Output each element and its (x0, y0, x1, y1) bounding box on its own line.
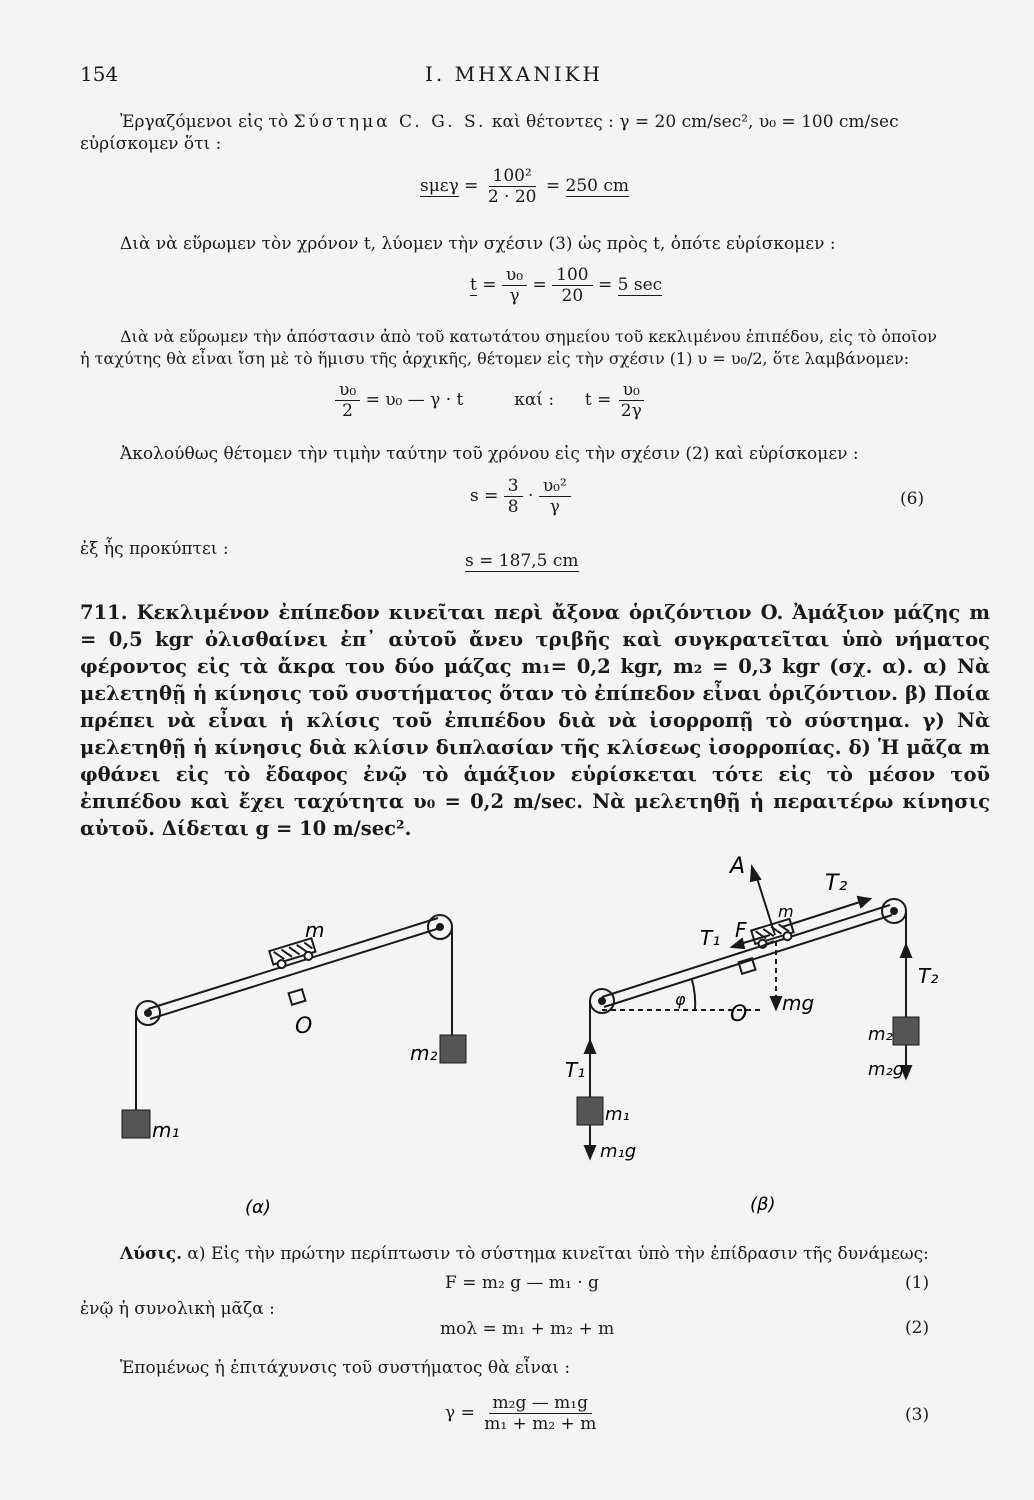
label-O: O (730, 1002, 748, 1027)
mass-m1 (122, 1110, 150, 1138)
solution-heading: Λύσις. (120, 1244, 183, 1264)
paragraph-distance-1: Διὰ νὰ εὕρωμεν τὴν ἀπόστασιν ἀπὸ τοῦ κατωτάτου σημείου τοῦ κεκλιμένου ἐπιπέδου, εἰς τὸ ὁποῖον (120, 327, 937, 346)
s-fraction-2 (539, 476, 571, 517)
incline-lower-line (150, 928, 440, 1019)
force-T2-arrow (782, 902, 860, 927)
eq3-fraction (480, 1393, 600, 1434)
label-m2: m₂ (410, 1041, 438, 1065)
label-m1: m₁ (605, 1104, 630, 1125)
label-O: O (295, 1014, 313, 1039)
paragraph-time: Διὰ νὰ εὕρωμεν τὸν χρόνον t, λύομεν τὴν σχέσιν (3) ὡς πρὸς t, ὁπότε εὑρίσκομεν : (120, 234, 836, 254)
half-t-num: υ₀ (619, 380, 644, 401)
caption-b: (β) (750, 1194, 776, 1215)
intro-line-1 (120, 111, 899, 133)
running-title: I. ΜΗΧΑΝΙΚΗ (425, 62, 603, 86)
label-m1: m₁ (152, 1118, 180, 1142)
label-T1-left: T₁ (565, 1058, 586, 1082)
time-fraction-2 (552, 265, 592, 306)
label-m2: m₂ (868, 1024, 893, 1045)
time-fraction-1 (502, 265, 527, 306)
time-den-2: 20 (561, 286, 584, 306)
label-m: m (778, 902, 794, 921)
cart (269, 938, 317, 970)
label-F: F (735, 918, 747, 942)
weight-m1g-head (585, 1146, 595, 1158)
pulley-left-hub (145, 1010, 151, 1016)
label-T2-top: T₂ (825, 871, 848, 896)
intro-system: Σύστημα C. G. S. (293, 112, 487, 132)
problem-711: 711. Κεκλιμένον ἐπίπεδον κινεῖται περὶ ἄξονα ὁριζόντιον O. Ἀμάξιον μάζης m = 0,5 kgr ὀλισθαίνει ἐπ᾽ αὐτοῦ ἄνευ τριβῆς καὶ συγκρατεῖται ὑπὸ νήματος φέροντος εἰς τὰ ἄκρα του δύο μάζας m₁= 0,2 kgr, m₂ = 0,3 kgr (σχ. α). α) Νὰ μελετηθῇ ἡ κίνησις τοῦ συστήματος ὅταν τὸ ἐπίπεδον εἶναι ὁριζόντιον. β) Ποία πρέπει νὰ εἶναι ἡ κλίσις τοῦ ἐπιπέδου διὰ νὰ ἰσορροπῇ τὸ σύστημα. γ) Νὰ μελετηθῇ ἡ κίνησις διὰ κλίσιν διπλασίαν τῆς κλίσεως ἰσορροπίας. δ) Ἡ μᾶζα m φθάνει εἰς τὸ ἔδαφος ἐνῷ τὸ ἁμάξιον εὑρίσκεται τότε εἰς τὸ μέσον τοῦ ἐπιπέδου καὶ ἔχει ταχύτητα υ₀ = 0,2 m/sec. Νὰ μελετηθῇ ἡ περαιτέρω κίνησις αὐτοῦ. Δίδεται g = 10 m/sec². (80, 601, 990, 840)
label-m2g: m₂g (868, 1059, 905, 1080)
equation-result (465, 550, 579, 572)
therefore-text: Ἑπομένως ἡ ἐπιτάχυνσις τοῦ συστήματος θὰ εἶναι : (120, 1358, 571, 1378)
intro-text-b: καὶ θέτοντες : γ = 20 cm/sec², υ₀ = 100 cm/sec (491, 112, 899, 132)
label-mg: mg (782, 991, 815, 1015)
equation-time: t = $\frac{\text{υ₀}}{\gamma}$ = $\frac{100}{20}$ = 5 sec (470, 265, 663, 306)
paragraph-next: Ἀκολούθως θέτομεν τὴν τιμὴν ταύτην τοῦ χρόνου εἰς τὴν σχέσιν (2) καὶ εὑρίσκομεν : (120, 444, 859, 464)
force-A-head (751, 867, 760, 881)
equation-s-number: (6) (900, 489, 925, 509)
equation-2: mολ = m₁ + m₂ + m (440, 1319, 615, 1339)
incline-lower-line (604, 915, 892, 1007)
label-m: m (305, 918, 325, 942)
half-num: υ₀ (335, 380, 360, 401)
hence-text: ἐξ ἧς προκύπτει : (80, 539, 229, 559)
half-fraction (335, 380, 360, 421)
incline-upper-line (148, 918, 438, 1009)
smax-numerator: 100² (489, 166, 536, 187)
equation-1: F = m₂ g — m₁ · g (445, 1273, 599, 1293)
tension-T1-m1-head (585, 1041, 595, 1053)
time-num-1: υ₀ (502, 265, 527, 286)
s-lhs: s = (470, 486, 499, 506)
smax-result: 250 cm (565, 176, 630, 196)
pulley-right-hub (891, 908, 897, 914)
solution-intro: α) Εἰς τὴν πρώτην περίπτωσιν τὸ σύστημα κινεῖται ὑπὸ τὴν ἐπίδρασιν τῆς δυνάμεως: (187, 1244, 929, 1264)
eq3-num: m₂g — m₁g (489, 1393, 592, 1414)
smax-fraction (484, 166, 541, 207)
label-T1-top: T₁ (700, 926, 721, 950)
time-result: 5 sec (617, 275, 663, 295)
force-mg-head (771, 997, 781, 1009)
s-fraction-1 (504, 476, 523, 517)
result-value: s = 187,5 cm (465, 551, 579, 571)
mass-m1 (577, 1097, 603, 1125)
s-num-2: υ₀² (539, 476, 571, 497)
s-den-1: 8 (507, 497, 519, 517)
time-den-1: γ (509, 286, 520, 306)
axis-O-mount (289, 989, 306, 1005)
equation-1-number: (1) (905, 1273, 930, 1293)
half-t-lhs: t = (584, 390, 612, 410)
paragraph-distance-2: ἡ ταχύτης θὰ εἶναι ἴση μὲ τὸ ἥμισυ τῆς ἀρχικῆς, θέτομεν εἰς τὴν σχέσιν (1) υ = υ₀/2, ὅτε λαμβάνομεν: (80, 349, 910, 368)
s-den-2: γ (549, 497, 560, 517)
while-text: ἐνῷ ἡ συνολικὴ μᾶζα : (80, 1299, 275, 1319)
angle-arc (692, 980, 695, 1010)
eq3-den: m₁ + m₂ + m (484, 1414, 597, 1434)
figure-b (560, 845, 960, 1225)
label-phi: φ (675, 990, 686, 1009)
figure-a (100, 905, 490, 1225)
s-dot: · (528, 486, 534, 506)
mass-m2 (893, 1017, 919, 1045)
intro-text-a: Ἐργαζόμενοι εἰς τὸ (120, 112, 289, 132)
solution-intro-line (120, 1243, 929, 1265)
half-t-den: 2γ (620, 401, 642, 421)
caption-a: (α) (245, 1197, 271, 1218)
page-number: 154 (80, 62, 119, 86)
equation-smax: sμεγ = $\frac{\text{100²}}{2 \cdot 20}$ = 250 cm (420, 166, 630, 207)
half-kai: καί : (514, 390, 555, 410)
equation-half (335, 380, 646, 421)
axis-O-mount (739, 958, 756, 974)
tension-T2-m2-head (901, 945, 911, 957)
eq3-lhs: γ = (445, 1403, 475, 1423)
label-T2-right: T₂ (918, 964, 939, 988)
time-lhs: t (470, 275, 477, 295)
intro-line-2: εὑρίσκομεν ὅτι : (80, 134, 222, 154)
time-num-2: 100 (552, 265, 592, 286)
equation-2-number: (2) (905, 1318, 930, 1338)
half-rhs: = υ₀ — γ · t (365, 390, 464, 410)
label-A: A (730, 854, 746, 879)
half-t-fraction (617, 380, 646, 421)
equation-3-number: (3) (905, 1405, 930, 1425)
label-m1g: m₁g (600, 1141, 637, 1162)
smax-denominator: 2 · 20 (487, 187, 537, 207)
pulley-right-hub (437, 924, 443, 930)
smax-lhs: sμεγ (420, 176, 459, 196)
mass-m2 (440, 1035, 466, 1063)
force-T2-head (858, 897, 870, 907)
pulley-left-hub (599, 998, 605, 1004)
cart (751, 919, 795, 950)
equation-3 (445, 1393, 600, 1434)
s-num-1: 3 (504, 476, 523, 497)
equation-s (470, 476, 571, 517)
half-den: 2 (342, 401, 353, 421)
